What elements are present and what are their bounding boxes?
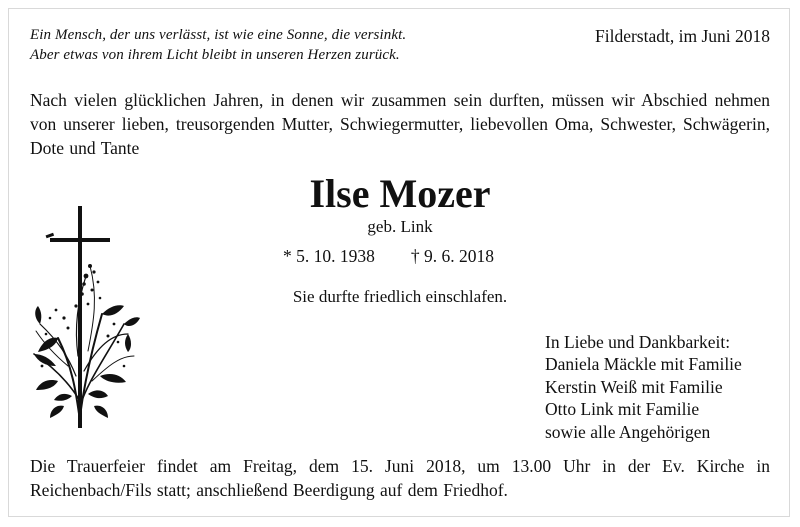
mourners-list: [545, 331, 742, 443]
mourner-line: Daniela Mäckle mit Familie: [545, 354, 742, 375]
funeral-details: Die Trauerfeier findet am Freitag, dem 15. Juni 2018, um 13.00 Uhr in der Ev. Kirche in Reichenbach/Fils statt; anschließend Beerdigung auf dem Friedhof.: [30, 456, 770, 500]
motto: [30, 25, 406, 65]
birth-date: * 5. 10. 1938: [283, 246, 375, 266]
motto-line-1: Ein Mensch, der uns verlässt, ist wie eine Sonne, die versinkt.: [30, 27, 407, 43]
cross-with-flowers-icon: [28, 206, 143, 436]
mourner-line: Kerstin Weiß mit Familie: [545, 376, 723, 397]
farewell-sentence: Sie durfte friedlich einschlafen.: [292, 287, 508, 306]
mourners-heading: In Liebe und Dankbarkeit:: [545, 332, 731, 352]
place-date: Filderstadt, im Juni 2018: [595, 26, 770, 46]
motto-line-2: Aber etwas von ihrem Licht bleibt in unseren Herzen zurück.: [30, 47, 400, 63]
mourner-line: Otto Link mit Familie: [545, 399, 700, 420]
birth-name: geb. Link: [367, 217, 433, 236]
intro-text: Nach vielen glücklichen Jahren, in denen wir zusammen sein durften, müssen wir Abschied nehmen von unserer lieben, treusorgenden Mutter, Schwiegermutter, liebevollen Oma, Schwester, Schwägerin, Dote und Tante: [30, 90, 770, 158]
deceased-name: Ilse Mozer: [309, 171, 491, 216]
death-date: † 9. 6. 2018: [410, 246, 494, 266]
mourner-line: sowie alle Angehörigen: [545, 421, 711, 442]
life-dates: [283, 244, 494, 268]
